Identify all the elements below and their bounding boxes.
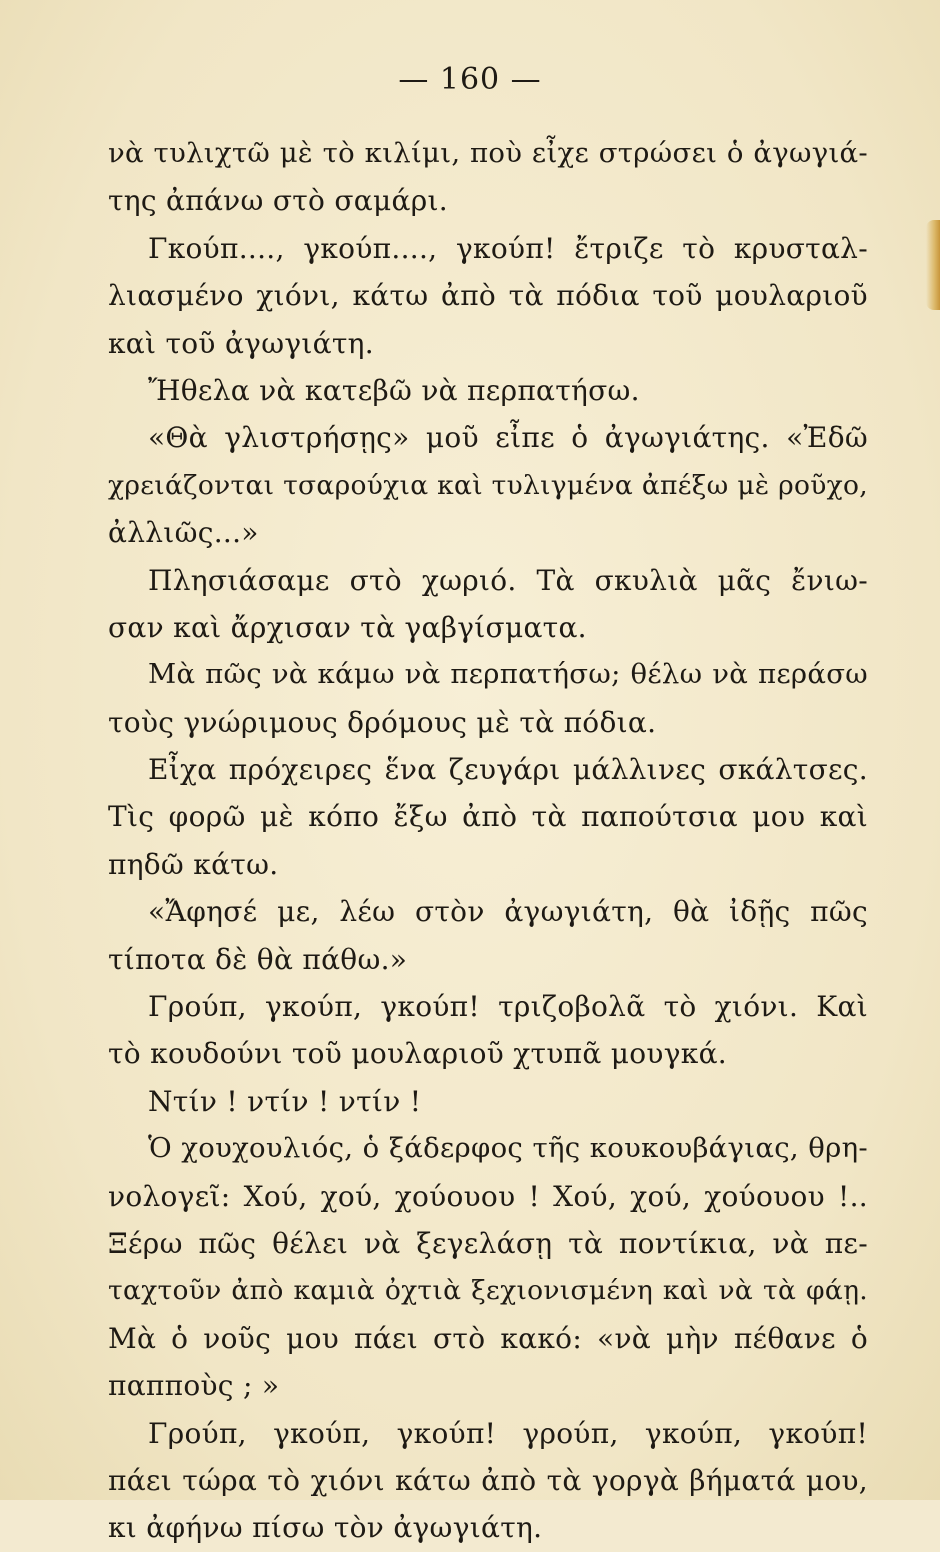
text-line: καὶ τοῦ ἀγωγιάτη. <box>108 326 374 360</box>
text-line: κι ἀφήνω πίσω τὸν ἀγωγιάτη. <box>108 1511 543 1545</box>
text-line: παπποὺς ; » <box>108 1369 280 1403</box>
text-line: τὸ κουδούνι τοῦ μουλαριοῦ χτυπᾶ μουγκά. <box>108 1037 727 1071</box>
text-line: ταχτοῦν ἀπὸ καμιὰ ὀχτιὰ ξεχιονισμένη καὶ νὰ τὰ φάῃ. <box>108 1275 868 1307</box>
text-line: πάει τώρα τὸ χιόνι κάτω ἀπὸ τὰ γοργὰ βήματά μου, <box>108 1463 868 1497</box>
text-line: ἀλλιῶς...» <box>108 516 259 550</box>
text-line: λιασμένο χιόνι, κάτω ἀπὸ τὰ πόδια τοῦ μουλαριοῦ <box>108 279 868 313</box>
text-line: «Θὰ γλιστρήσῃς» μοῦ εἶπε ὁ ἀγωγιάτης. «Ἐδῶ <box>148 421 868 455</box>
text-line: Εἶχα πρόχειρες ἕνα ζευγάρι μάλλινες σκάλτσες. <box>148 753 868 787</box>
page-text <box>108 130 868 1552</box>
text-line: Γρούπ, γκούπ, γκούπ! τριζοβολᾶ τὸ χιόνι. Καὶ <box>148 990 868 1024</box>
text-line: Ντίν ! ντίν ! ντίν ! <box>148 1084 422 1118</box>
text-line: Γρούπ, γκούπ, γκούπ! γρούπ, γκούπ, γκούπ! <box>148 1416 868 1450</box>
text-line: νολογεῖ: Χού, χού, χούουου ! Χού, χού, χούουου !.. <box>108 1179 868 1213</box>
text-line: Μὰ πῶς νὰ κάμω νὰ περπατήσω; θέλω νὰ περάσω <box>148 658 868 691</box>
text-line: Πλησιάσαμε στὸ χωριό. Τὰ σκυλιὰ μᾶς ἔνιω- <box>148 563 868 597</box>
text-line: τίποτα δὲ θὰ πάθω.» <box>108 942 408 976</box>
text-line: σαν καὶ ἄρχισαν τὰ γαβγίσματα. <box>108 610 587 644</box>
text-line: Τὶς φορῶ μὲ κόπο ἔξω ἀπὸ τὰ παπούτσια μου καὶ <box>108 800 868 834</box>
text-line: «Ἄφησέ με, λέω στὸν ἀγωγιάτη, θὰ ἰδῇς πῶς <box>148 895 868 929</box>
text-line: πηδῶ κάτω. <box>108 847 279 881</box>
text-line: Γκούπ...., γκούπ...., γκούπ! ἔτριζε τὸ κρυσταλ- <box>148 231 868 265</box>
text-line: Ὁ χουχουλιός, ὁ ξάδερφος τῆς κουκουβάγιας, θρη- <box>148 1132 868 1165</box>
text-line: νὰ τυλιχτῶ μὲ τὸ κιλίμι, ποὺ εἶχε στρώσει ὁ ἀγωγιά- <box>108 137 868 169</box>
text-line: της ἀπάνω στὸ σαμάρι. <box>108 184 448 218</box>
page-number: — 160 — <box>398 62 542 97</box>
text-line: Ξέρω πῶς θέλει νὰ ξεγελάσῃ τὰ ποντίκια, νὰ πε- <box>108 1226 868 1260</box>
text-line: Ἤθελα νὰ κατεβῶ νὰ περπατήσω. <box>148 373 640 407</box>
text-line: Μὰ ὁ νοῦς μου πάει στὸ κακό: «νὰ μὴν πέθανε ὁ <box>108 1321 868 1355</box>
page-edge-stain <box>926 220 940 310</box>
text-line: χρειάζονται τσαρούχια καὶ τυλιγμένα ἀπέξω μὲ ροῦχο, <box>108 469 868 501</box>
text-line: τοὺς γνώριμους δρόμους μὲ τὰ πόδια. <box>108 705 657 739</box>
